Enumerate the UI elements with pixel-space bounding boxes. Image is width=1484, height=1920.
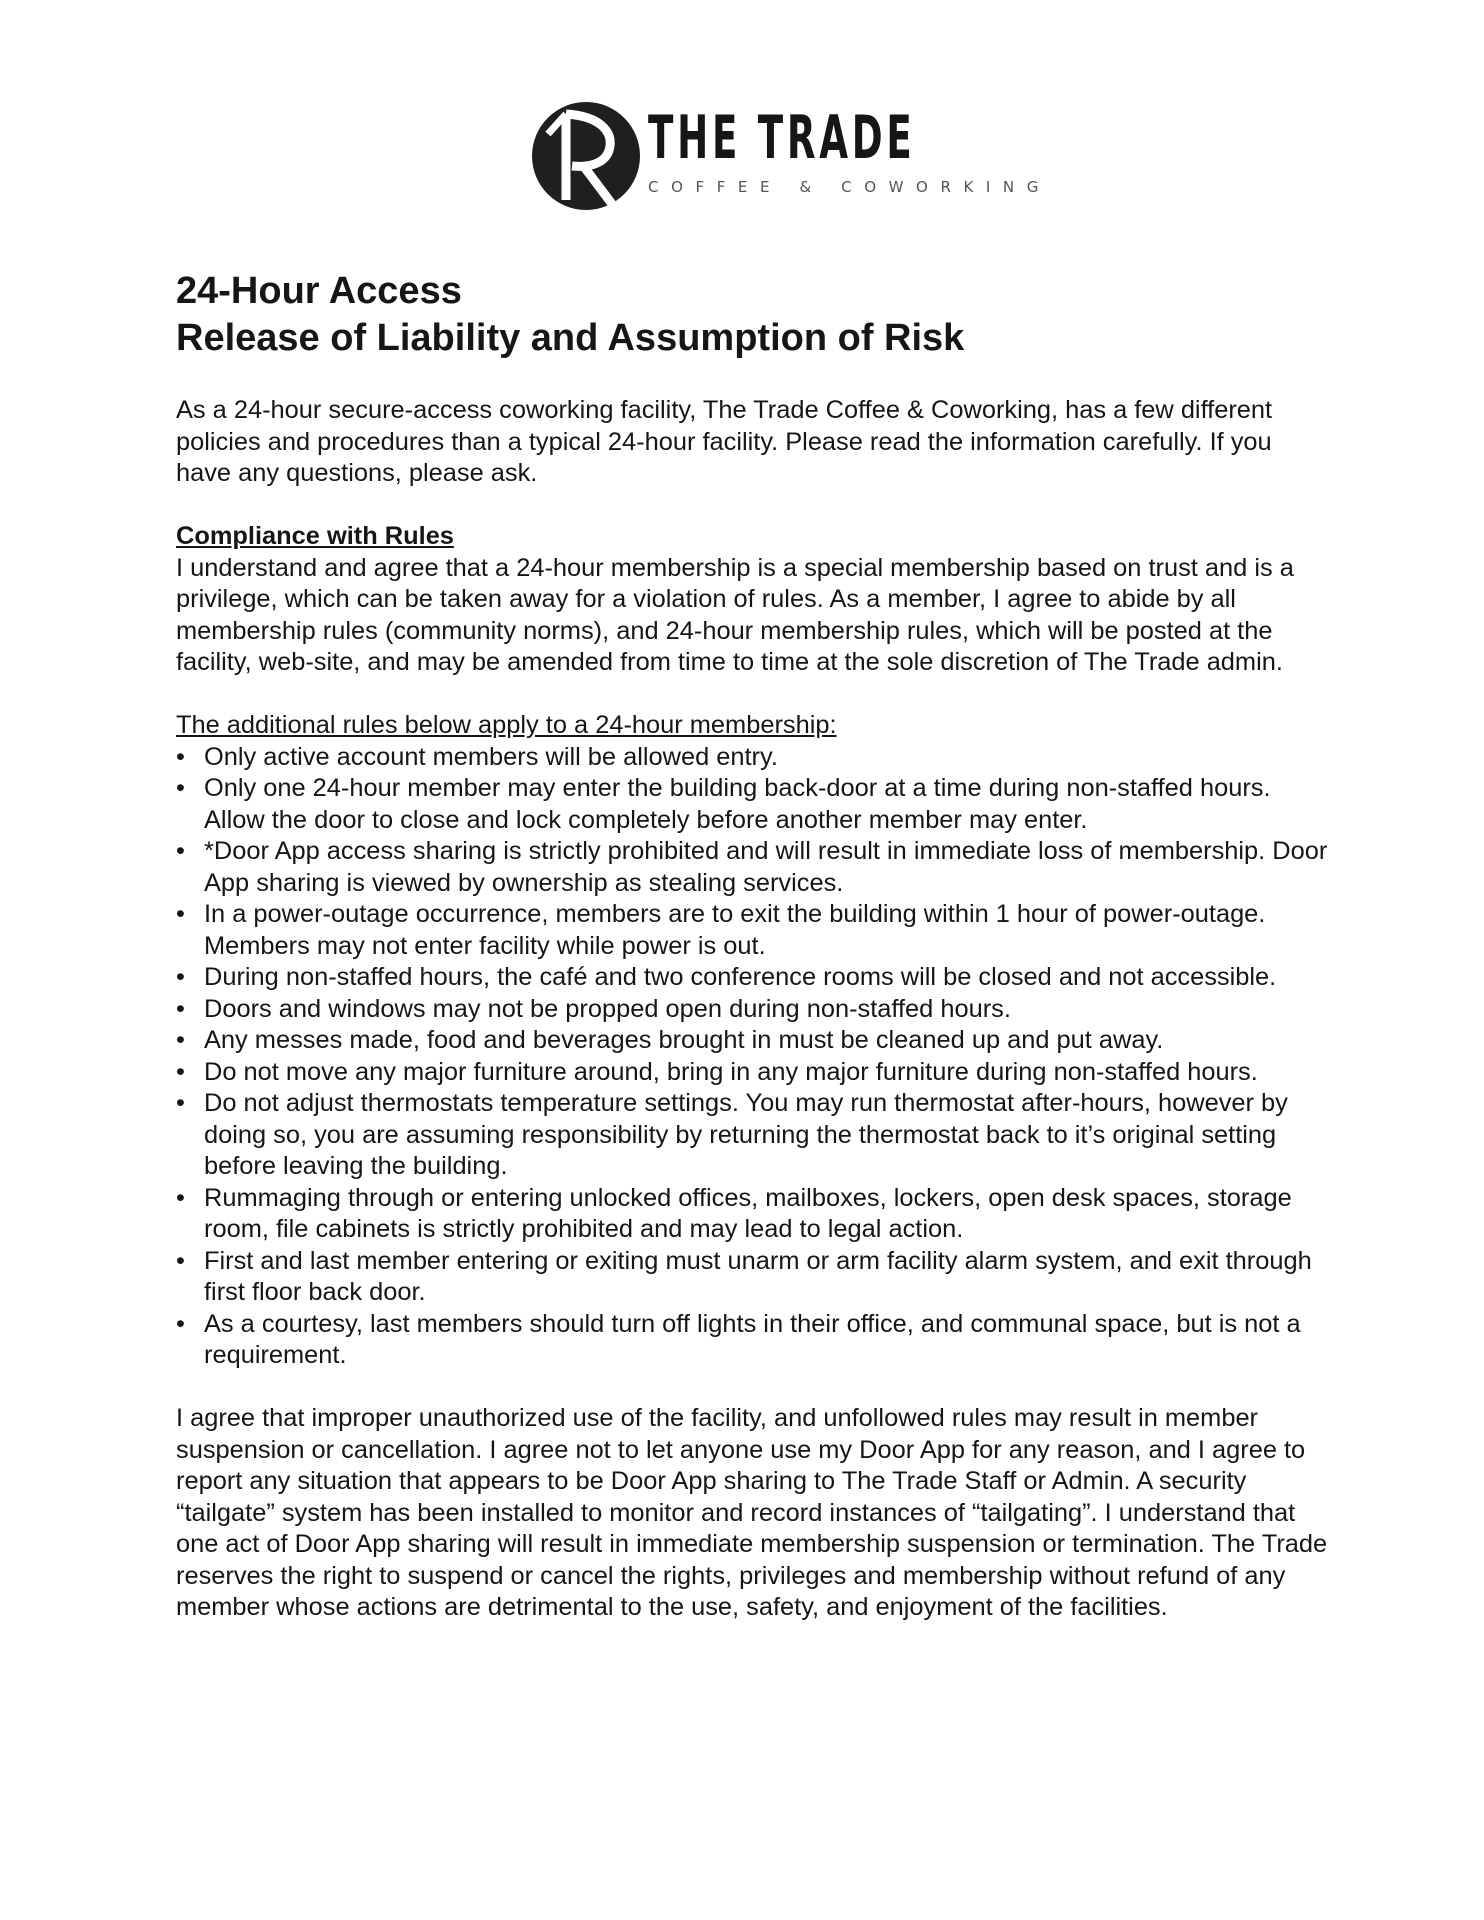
rules-heading: The additional rules below apply to a 24-hour membership: xyxy=(176,711,837,739)
rule-item: • Doors and windows may not be propped open during non-staffed hours. xyxy=(176,994,1331,1026)
letter-r-circle-logo-icon xyxy=(530,100,642,212)
rules-list xyxy=(176,742,1331,1372)
rule-item: • Only active account members will be allowed entry. xyxy=(176,742,1331,774)
closing-paragraph: I agree that improper unauthorized use of the facility, and unfollowed rules may result in member suspension or cancellation. I agree not to let anyone use my Door App for any reason, and I agree to report any situation that appears to be Door App sharing to The Trade Staff or Admin. A security “tailgate” system has been installed to monitor and record instances of “tailgating”. I understand that one act of Door App sharing will result in immediate membership suspension or termination. The Trade reserves the right to suspend or cancel the rights, privileges and membership without refund of any member whose actions are detrimental to the use, safety, and enjoyment of the facilities. xyxy=(176,1404,1328,1621)
document-title xyxy=(176,268,1331,362)
rule-item: • Any messes made, food and beverages brought in must be cleaned up and put away. xyxy=(176,1025,1331,1057)
rule-item: • As a courtesy, last members should turn off lights in their office, and communal space, but is not a requirement. xyxy=(176,1309,1331,1372)
rule-item: • First and last member entering or exiting must unarm or arm facility alarm system, and exit through first floor back door. xyxy=(176,1246,1331,1309)
intro-paragraph: As a 24-hour secure-access coworking facility, The Trade Coffee & Coworking, has a few different policies and procedures than a typical 24-hour facility. Please read the information carefully. If you have any questions, please ask. xyxy=(176,396,1273,487)
logo-wordmark: THE TRADE xyxy=(648,103,916,173)
rule-item: • Rummaging through or entering unlocked offices, mailboxes, lockers, open desk spaces, storage room, file cabinets is strictly prohibited and may lead to legal action. xyxy=(176,1183,1331,1246)
the-trade-logo xyxy=(530,100,1051,218)
title-line-2: Release of Liability and Assumption of Risk xyxy=(176,317,965,359)
rule-item: • Only one 24-hour member may enter the building back-door at a time during non-staffed hours. Allow the door to close and lock completely before another member may enter. xyxy=(176,773,1331,836)
rule-item: • Do not adjust thermostats temperature settings. You may run thermostat after-hours, however by doing so, you are assuming responsibility by returning the thermostat back to it’s original setting before leaving the building. xyxy=(176,1088,1331,1183)
document-body xyxy=(176,268,1331,1624)
rule-item: • *Door App access sharing is strictly prohibited and will result in immediate loss of membership. Door App sharing is viewed by ownership as stealing services. xyxy=(176,836,1331,899)
compliance-heading: Compliance with Rules xyxy=(176,522,454,550)
rule-item: • Do not move any major furniture around, bring in any major furniture during non-staffed hours. xyxy=(176,1057,1331,1089)
rule-item: • In a power-outage occurrence, members are to exit the building within 1 hour of power-outage. Members may not enter facility while power is out. xyxy=(176,899,1331,962)
rule-item: • During non-staffed hours, the café and two conference rooms will be closed and not accessible. xyxy=(176,962,1331,994)
compliance-paragraph: I understand and agree that a 24-hour membership is a special membership based on trust and is a privilege, which can be taken away for a violation of rules. As a member, I agree to abide by all membership rules (community norms), and 24-hour membership rules, which will be posted at the facility, web-site, and may be amended from time to time at the sole discretion of The Trade admin. xyxy=(176,553,1294,676)
logo-tagline: COFFEE & COWORKING xyxy=(648,178,1051,196)
title-line-1: 24-Hour Access xyxy=(176,270,462,312)
